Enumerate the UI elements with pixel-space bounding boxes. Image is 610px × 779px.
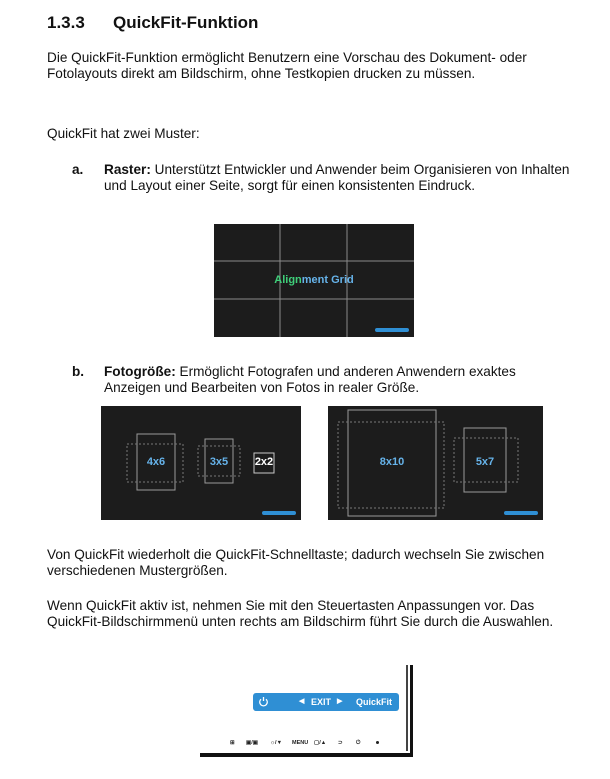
photo-size-image-left (101, 406, 301, 520)
photo-size-image-right (328, 406, 543, 520)
power-led-icon (376, 741, 379, 744)
quickfit-osd-menu (253, 693, 399, 711)
osd-mini-menu (375, 328, 409, 332)
section-title: QuickFit-Funktion (113, 13, 259, 32)
monitor-bezel-inner (406, 665, 408, 751)
list-item-grid (72, 162, 572, 194)
list-item-photo (72, 364, 572, 396)
osd-paragraph: Wenn QuickFit aktiv ist, nehmen Sie mit den Steuertasten Anpassungen vor. Das QuickFit-Bildschirmmenü unten rechts am Bildschirm führt Sie durch die Auswahlen. (47, 598, 554, 629)
list-item-label: a. (72, 162, 84, 177)
monitor-button-5[interactable]: ▢/▲ (314, 740, 327, 746)
photo-size-8x10: 8x10 (379, 456, 405, 468)
photo-size-3x5: 3x5 (209, 456, 229, 468)
alignment-grid-image (214, 224, 414, 337)
list-item-text: Ermöglicht Fotografen und anderen Anwendern exaktes Anzeigen und Bearbeiten von Fotos in realer Größe. (104, 364, 516, 395)
intro-paragraph: Die QuickFit-Funktion ermöglicht Benutzern eine Vorschau des Dokument- oder Fotolayouts direkt am Bildschirm, ohne Testkopien drucken zu müssen. (47, 50, 527, 81)
osd-quickfit-title: QuickFit (356, 697, 393, 707)
monitor-button-menu[interactable]: MENU (292, 740, 309, 746)
grid-label-part1: Align (274, 274, 302, 286)
monitor-button-6[interactable]: ⊃ (338, 740, 343, 746)
list-item-term: Fotogröße: (104, 364, 176, 379)
section-heading (47, 13, 258, 33)
list-item-text: Unterstützt Entwickler und Anwender beim Organisieren von Inhalten und Layout einer Seite, sorgt für einen konsistenten Eindruck. (104, 162, 570, 193)
osd-exit-button[interactable]: EXIT (311, 697, 332, 707)
monitor-button-2[interactable]: ▣/▣ (246, 740, 258, 746)
monitor-bezel-right (410, 665, 413, 757)
osd-mini-menu (504, 511, 538, 515)
list-item-term: Raster: (104, 162, 151, 177)
power-icon[interactable] (258, 696, 269, 707)
monitor-bezel-bottom (200, 753, 413, 757)
grid-label (214, 274, 414, 286)
patterns-intro: QuickFit hat zwei Muster: (47, 126, 200, 141)
list-item-label: b. (72, 364, 85, 379)
monitor-corner-illustration (200, 665, 418, 761)
monitor-button-3[interactable]: ☼/▼ (270, 740, 283, 746)
monitor-button-1[interactable]: ⊞ (230, 740, 235, 746)
monitor-button-row (230, 740, 410, 750)
photo-size-5x7: 5x7 (475, 456, 495, 468)
photo-size-2x2: 2x2 (254, 456, 274, 468)
grid-label-part2: ment Grid (301, 274, 354, 286)
osd-mini-menu (262, 511, 296, 515)
section-number: 1.3.3 (47, 13, 85, 32)
photo-size-4x6: 4x6 (146, 456, 166, 468)
hotkey-paragraph: Von QuickFit wiederholt die QuickFit-Schnelltaste; dadurch wechseln Sie zwischen verschiedenen Mustergrößen. (47, 547, 545, 578)
monitor-power-button[interactable]: ⏻ (356, 740, 361, 746)
osd-left-arrow[interactable]: ◀ (299, 698, 305, 705)
osd-right-arrow[interactable]: ▶ (337, 698, 343, 705)
